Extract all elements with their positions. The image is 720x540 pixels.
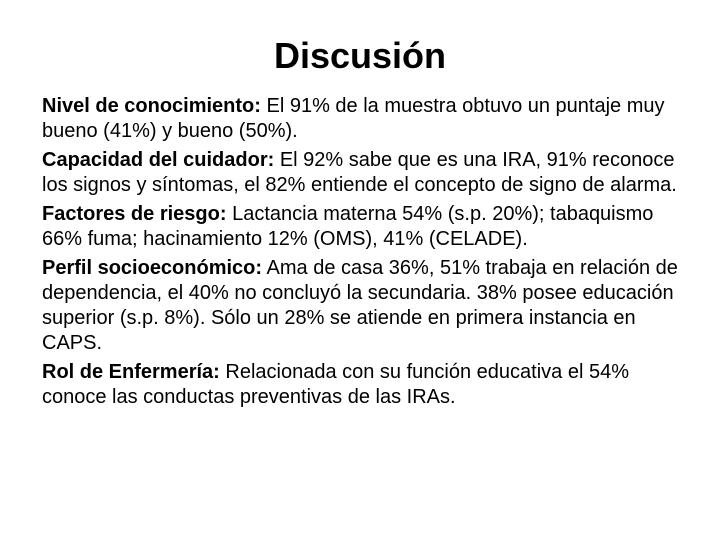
paragraph-capacidad-cuidador xyxy=(42,148,682,198)
paragraph-label: Capacidad del cuidador: xyxy=(42,149,275,171)
paragraph-label: Factores de riesgo: xyxy=(42,203,227,225)
paragraph-factores-riesgo xyxy=(42,202,682,252)
paragraph-text: Lactancia materna 54% (s.p. 20%); tabaquismo 66% fuma; hacinamiento 12% (OMS), 41% (CELADE). xyxy=(42,203,654,250)
page-title: Discusión xyxy=(273,35,447,76)
paragraph-text: El 92% sabe que es una IRA, 91% reconoce los signos y síntomas, el 82% entiende el concepto de signo de alarma. xyxy=(42,149,677,196)
paragraph-label: Rol de Enfermería: xyxy=(42,361,220,383)
paragraph-nivel-conocimiento xyxy=(42,94,682,144)
paragraph-label: Nivel de conocimiento: xyxy=(42,95,261,117)
paragraph-text: Ama de casa 36%, 51% trabaja en relación de dependencia, el 40% no concluyó la secundaria. 38% posee educación superior (s.p. 8%). Sólo un 28% se atiende en primera instancia en CAPS. xyxy=(42,257,678,354)
paragraph-text: El 91% de la muestra obtuvo un puntaje muy bueno (41%) y bueno (50%). xyxy=(42,95,665,142)
paragraph-label: Perfil socioeconómico: xyxy=(42,257,263,279)
slide-body xyxy=(42,94,682,414)
paragraph-text: Relacionada con su función educativa el 54% conoce las conductas preventivas de las IRAs. xyxy=(42,361,629,408)
paragraph-perfil-socioeconomico xyxy=(42,256,682,356)
paragraph-rol-enfermeria xyxy=(42,360,682,410)
